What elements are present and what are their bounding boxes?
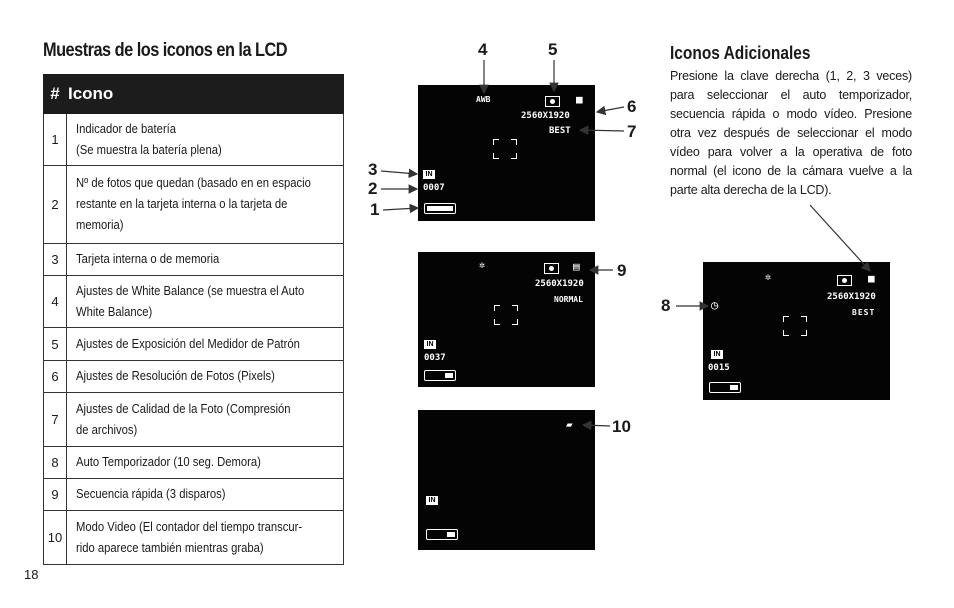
- description-line: White Balance): [75, 304, 153, 319]
- row-number: 3: [44, 244, 67, 276]
- description-line: Ajustes de Resolución de Fotos (Pixels): [75, 369, 275, 383]
- callout-9: 9: [617, 261, 627, 280]
- header-number: #: [44, 75, 67, 114]
- memory-icon: IN: [424, 340, 436, 349]
- callout-3: 3: [368, 160, 378, 179]
- row-number: 5: [44, 328, 67, 361]
- description-line: de archivos): [75, 422, 138, 437]
- description-line: rido aparece también mientras graba): [75, 540, 264, 555]
- description-line: Ajustes de Calidad de la Foto (Compresión: [75, 401, 291, 416]
- resolution-label: 2560X1920: [827, 292, 876, 302]
- quality-label: BEST: [549, 126, 571, 136]
- arrow-7: [580, 130, 624, 131]
- row-number: 2: [44, 166, 67, 244]
- section-title-lcd-icons: Muestras de los iconos en la LCD: [43, 40, 288, 61]
- white-balance-icon: ✲: [479, 260, 486, 271]
- callout-5: 5: [548, 40, 558, 59]
- description-line: Ajustes de White Balance (se muestra el Auto: [75, 283, 305, 298]
- arrow-1: [383, 208, 418, 210]
- arrow-camera: [810, 205, 870, 271]
- white-balance-label: AWB: [476, 95, 491, 104]
- white-balance-icon: ✲: [765, 272, 772, 283]
- resolution-label: 2560X1920: [521, 111, 570, 121]
- memory-icon: IN: [426, 496, 438, 505]
- header-icon: Icono: [66, 75, 343, 114]
- callout-1: 1: [370, 200, 380, 219]
- resolution-label: 2560X1920: [535, 279, 584, 289]
- photo-count: 0015: [708, 363, 730, 373]
- arrow-3: [381, 171, 417, 174]
- page-number: 18: [24, 567, 39, 582]
- row-number: 6: [44, 361, 67, 393]
- row-number: 10: [44, 511, 67, 565]
- row-number: 8: [44, 447, 67, 479]
- description-line: Ajustes de Exposición del Medidor de Patrón: [75, 336, 300, 351]
- memory-icon: IN: [711, 350, 723, 359]
- arrow-6: [597, 107, 624, 112]
- row-number: 4: [44, 276, 67, 328]
- row-number: 9: [44, 479, 67, 511]
- description-line: Auto Temporizador (10 seg. Demora): [75, 455, 261, 469]
- callout-10: 10: [612, 417, 631, 436]
- camera-icon: ■: [576, 93, 583, 106]
- arrow-10: [583, 425, 610, 426]
- description-line: memoria): [75, 218, 124, 232]
- row-number: 7: [44, 393, 67, 447]
- description-line: Tarjeta interna o de memoria: [75, 252, 220, 266]
- quality-label: NORMAL: [554, 295, 583, 304]
- row-number: 1: [44, 114, 67, 166]
- description-line: restante en la tarjeta interna o la tarjeta de: [75, 197, 288, 211]
- callout-6: 6: [627, 97, 637, 116]
- callout-7: 7: [627, 122, 637, 141]
- memory-icon: IN: [423, 170, 435, 179]
- callout-4: 4: [478, 40, 488, 59]
- quality-label: BEST: [852, 308, 876, 317]
- description-line: Nº de fotos que quedan (basado en en espacio: [75, 176, 311, 190]
- camera-icon: ■: [868, 272, 875, 285]
- section-title-additional-icons: Iconos Adicionales: [670, 43, 811, 63]
- description-line: (Se muestra la batería plena): [75, 142, 222, 157]
- additional-icons-paragraph: Presione la clave derecha (1, 2, 3 veces) para seleccionar el auto temporizador, secuencia rápida o modo vídeo. Presione otra vez después de seleccionar el modo vídeo para volver a la operativa de foto normal (el icono de la cámara vuelve a la parte alta derecha de la LCD).: [670, 69, 912, 197]
- callout-8: 8: [661, 296, 671, 315]
- photo-count: 0007: [423, 183, 445, 193]
- video-icon: ▰: [566, 418, 573, 431]
- burst-icon: ▤: [573, 260, 580, 273]
- photo-count: 0037: [424, 353, 446, 363]
- description-line: Secuencia rápida (3 disparos): [75, 487, 226, 501]
- description-line: Indicador de batería: [75, 121, 177, 136]
- callout-2: 2: [368, 179, 378, 198]
- description-line: Modo Video (El contador del tiempo transcur-: [75, 519, 303, 534]
- self-timer-icon: ◷: [711, 298, 719, 312]
